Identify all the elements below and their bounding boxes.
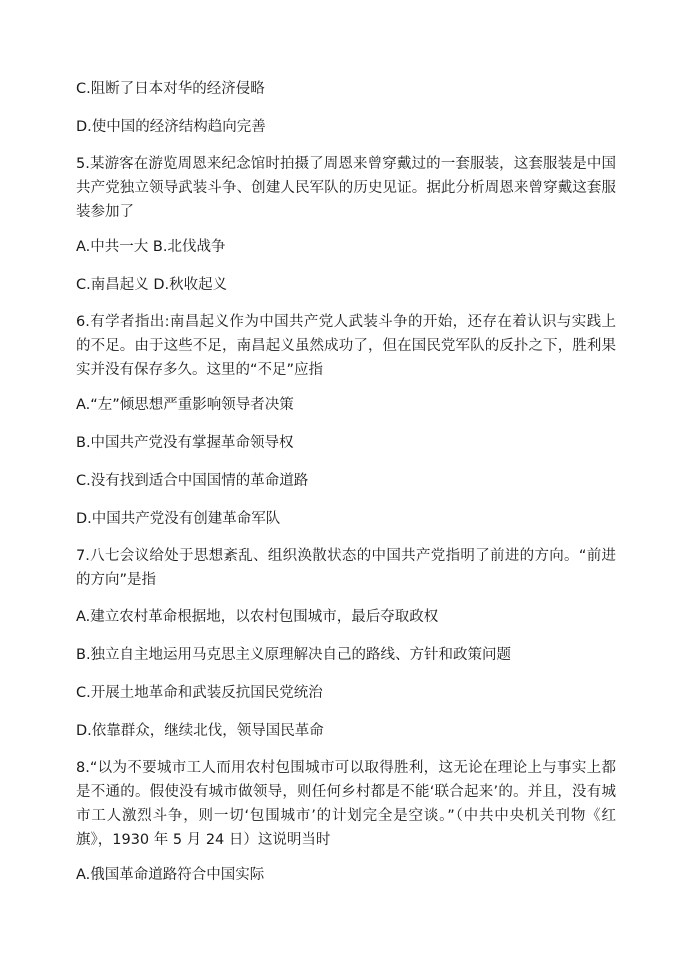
- option-c-q6: C.没有找到适合中国国情的革命道路: [76, 473, 309, 489]
- option-c-q7: C.开展土地革命和武装反抗国民党统治: [76, 685, 323, 701]
- options-ab-q5: A.中共一大 B.北伐战争: [76, 239, 226, 255]
- option-a-q8: A.俄国革命道路符合中国实际: [76, 867, 265, 883]
- option-d-q7: D.依靠群众，继续北伐，领导国民革命: [76, 723, 324, 739]
- option-d-q4: D.使中国的经济结构趋向完善: [76, 119, 266, 135]
- option-b-q6: B.中国共产党没有掌握革命领导权: [76, 435, 294, 451]
- option-c-q4: C.阻断了日本对华的经济侵略: [76, 81, 265, 97]
- option-d-q6: D.中国共产党没有创建革命军队: [76, 511, 281, 527]
- option-b-q7: B.独立自主地运用马克思主义原理解决自己的路线、方针和政策问题: [76, 647, 512, 663]
- option-a-q7: A.建立农村革命根据地，以农村包围城市，最后夺取政权: [76, 609, 439, 625]
- question-5: 5.某游客在游览周恩来纪念馆时拍摄了周恩来曾穿戴过的一套服装，这套服装是中国共产党独立领导武装斗争、创建人民军队的历史见证。据此分析周恩来曾穿戴这套服装参加了: [76, 156, 616, 220]
- question-8: 8.“以为不要城市工人而用农村包围城市可以取得胜利，这无论在理论上与事实上都是不通的。假使没有城市做领导，则任何乡村都是不能‘联合起来’的。并且，没有城市工人激烈斗争，则一切‘包围城市’的计划完全是空谈。”（中共中央机关刊物《红旗》，1930 年 5 月 24 日）这说明当时: [76, 760, 616, 848]
- question-6: 6.有学者指出:南昌起义作为中国共产党人武装斗争的开始，还存在着认识与实践上的不足。由于这些不足，南昌起义虽然成功了，但在国民党军队的反扑之下，胜利果实并没有保存多久。这里的“不足”应指: [76, 314, 616, 378]
- option-a-q6: A.“左”倾思想严重影响领导者决策: [76, 397, 294, 413]
- options-cd-q5: C.南昌起义 D.秋收起义: [76, 277, 228, 293]
- question-7: 7.八七会议给处于思想紊乱、组织涣散状态的中国共产党指明了前进的方向。“前进的方向”是指: [76, 548, 616, 588]
